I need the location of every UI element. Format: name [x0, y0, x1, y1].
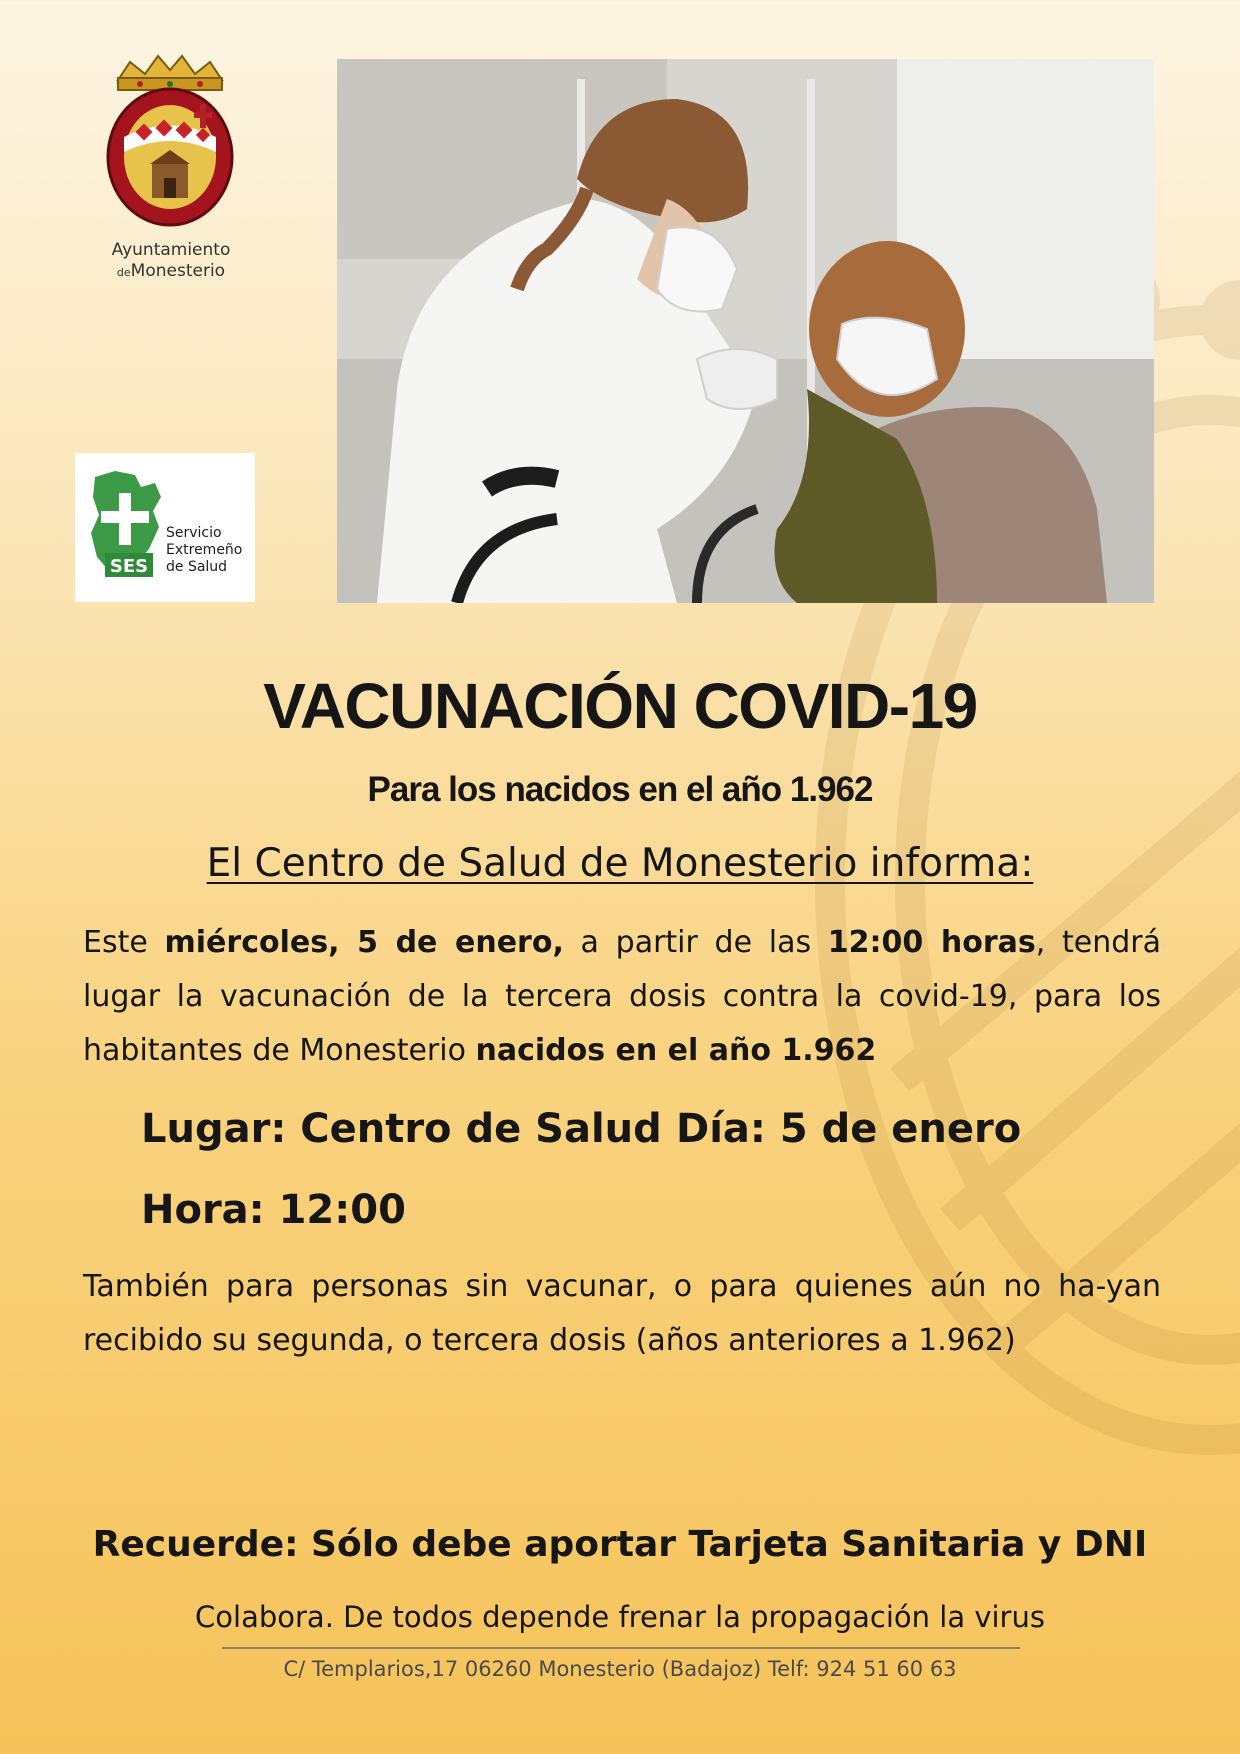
announcement-paragraph: [83, 916, 1161, 1078]
nurse-vaccinating-photo: [337, 59, 1154, 603]
paragraph1-text2: a partir de las: [563, 925, 828, 960]
ses-acronym: SES: [109, 556, 149, 577]
paragraph1-text1: Este: [83, 925, 165, 960]
municipality-name-line1: Ayuntamiento: [111, 240, 231, 260]
paragraph1-bold-date: miércoles, 5 de enero,: [164, 925, 564, 960]
ses-label-line1: Servicio: [166, 525, 222, 541]
paragraph1-text3: , tendrá lugar la vacunación de la tercera dosis contra la covid-19, para los habitantes de Monesterio: [83, 925, 1161, 1068]
reminder-text: Recuerde: Sólo debe aportar Tarjeta Sanitaria y DNI: [92, 1524, 1148, 1565]
informa-heading-text: El Centro de Salud de Monesterio informa:: [206, 841, 1034, 886]
informa-heading: [0, 838, 1240, 890]
vaccination-photo: [337, 59, 1154, 603]
collaborate-text: Colabora. De todos depende frenar la propagación la virus: [195, 1600, 1045, 1634]
page-title: VACUNACIÓN COVID-19: [263, 670, 977, 742]
municipality-name-line2: [78, 261, 264, 283]
footer-address: C/ Templarios,17 06260 Monesterio (Badajoz) Telf: 924 51 60 63: [283, 1657, 957, 1681]
detail-dia: Día: 5 de enero: [676, 1106, 1022, 1152]
detail-lugar: Lugar: Centro de Salud: [141, 1106, 662, 1152]
footer-divider: [222, 1647, 1020, 1649]
municipality-name: [78, 240, 264, 283]
page-subtitle: Para los nacidos en el año 1.962: [367, 770, 873, 809]
ses-logo: [75, 453, 255, 602]
paragraph1-bold-year: nacidos en el año 1.962: [475, 1033, 877, 1068]
ses-label: [166, 525, 242, 576]
municipality-name-town: Monesterio: [130, 261, 226, 281]
municipality-name-prefix: de: [116, 266, 131, 279]
additional-info-paragraph: También para personas sin vacunar, o para quienes aún no ha-yan recibido su segunda, o tercera dosis (años anteriores a 1.962): [83, 1269, 1161, 1358]
ses-label-line2: Extremeño: [166, 542, 243, 558]
coat-of-arms-icon: [100, 52, 240, 232]
detail-hora: Hora: 12:00: [141, 1187, 406, 1233]
ses-label-line3: de Salud: [166, 559, 228, 575]
paragraph1-bold-time: 12:00 horas: [827, 925, 1036, 960]
